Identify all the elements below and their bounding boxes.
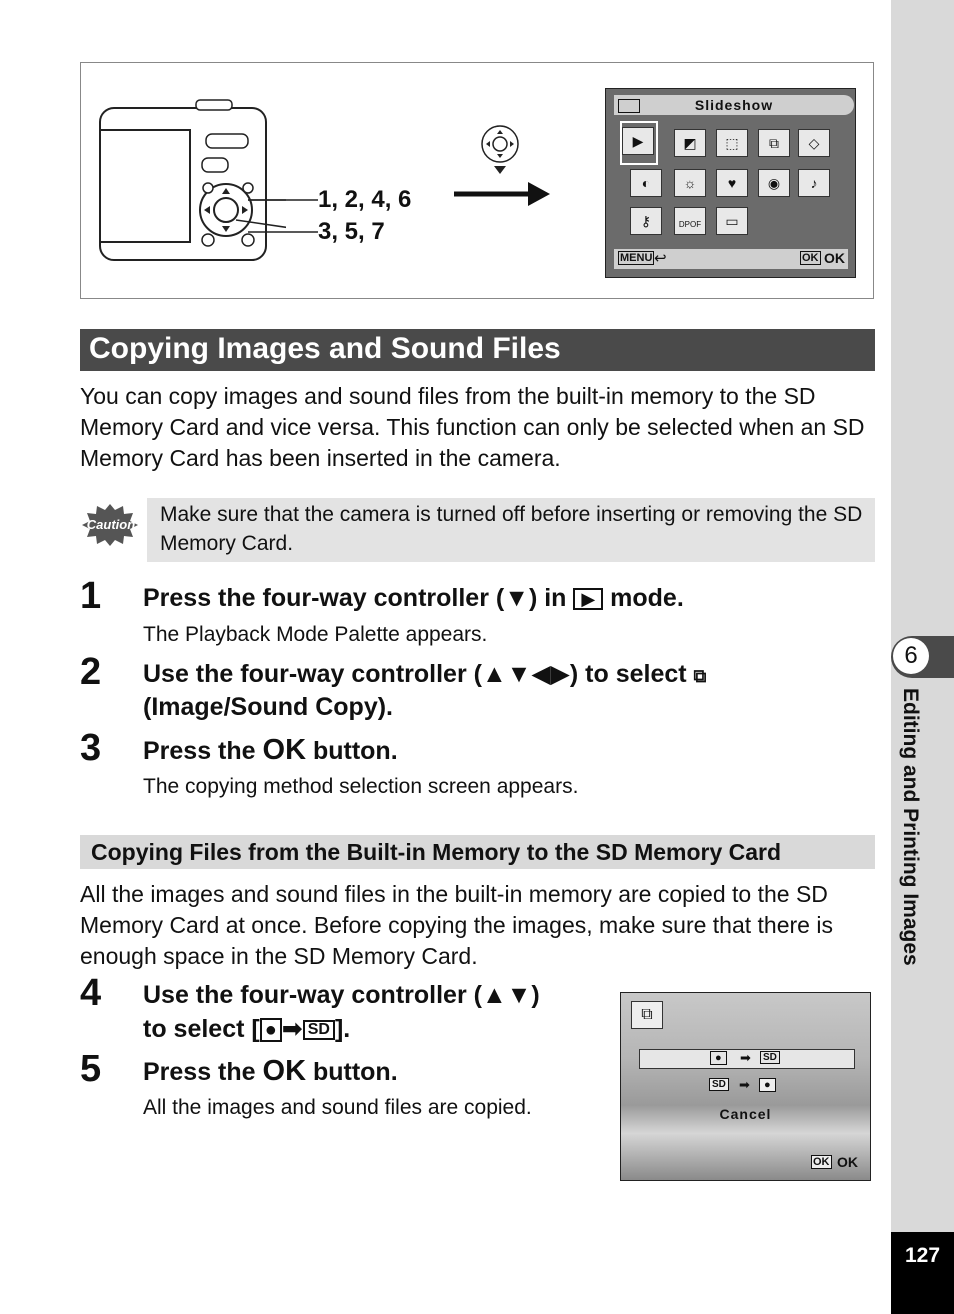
ok-label: OK (837, 1154, 858, 1170)
ok-button-glyph: OK (262, 734, 307, 766)
sd-card-label: SD (709, 1078, 729, 1091)
caution-text: Make sure that the camera is turned off before inserting or removing the SD Memory Card. (160, 503, 863, 555)
protect-key-icon: ⚷ (630, 207, 662, 235)
step-title: Press the OK button. (143, 1055, 398, 1087)
four-way-controller-down-icon (478, 124, 522, 176)
return-arrow-icon: ↩ (654, 250, 667, 267)
copy-arrow-icon: ➡ (740, 1050, 751, 1065)
screen-title: Slideshow (614, 95, 854, 115)
copy-method-screen (620, 992, 871, 1181)
brightness-filter-icon: ☼ (674, 169, 706, 197)
resize-icon: ◩ (674, 129, 706, 157)
step-number: 1 (80, 575, 102, 617)
playback-mode-icon: ▶ (573, 588, 603, 610)
chapter-number: 6 (893, 638, 929, 674)
slideshow-icon: ▶ (622, 127, 654, 155)
cancel-option[interactable]: Cancel (719, 1106, 772, 1122)
step-note: The copying method selection screen appears. (143, 775, 579, 798)
step-note: All the images and sound files are copied. (143, 1096, 532, 1119)
section-title: Copying Images and Sound Files (89, 332, 561, 365)
step-number: 4 (80, 972, 102, 1014)
arrow-right-icon (452, 180, 552, 208)
step-number: 2 (80, 651, 102, 693)
step-title: Press the four-way controller (▼) in ▶ mode. (143, 584, 684, 612)
copy-arrow-icon: ➡ (739, 1077, 750, 1092)
copy-option-sd-to-memory[interactable] (639, 1077, 853, 1095)
start-up-screen-icon: ▭ (716, 207, 748, 235)
caution-badge-label: Caution (86, 517, 136, 532)
cropping-icon: ⬚ (716, 129, 748, 157)
built-in-memory-icon: ● (260, 1018, 282, 1042)
step-title: Use the four-way controller (▲▼) (143, 981, 540, 1009)
playback-palette-screen (605, 88, 856, 278)
step-title: Press the OK button. (143, 734, 398, 766)
image-sound-copy-icon: ⧉ (631, 1001, 663, 1029)
ok-label: OK (824, 250, 845, 266)
callout-steps-a: 1, 2, 4, 6 (318, 186, 412, 213)
camera-back-illustration (96, 96, 286, 266)
menu-key-label: MENU (620, 252, 653, 264)
playback-mode-icon (618, 99, 640, 113)
dpof-icon: DPOF (674, 207, 706, 235)
step-note: The Playback Mode Palette appears. (143, 623, 488, 646)
callout-leader-lines (248, 196, 318, 240)
ok-button-glyph: OK (262, 1055, 307, 1087)
step-title: Use the four-way controller (▲▼◀▶) to select ⧉ (143, 660, 707, 688)
screen-bottom-bar (614, 249, 848, 269)
step-title-continued: (Image/Sound Copy). (143, 693, 393, 721)
callout-steps-b: 3, 5, 7 (318, 218, 385, 245)
page-number: 127 (904, 1244, 941, 1267)
copy-arrow-icon: ➡ (281, 1015, 303, 1043)
step-number: 3 (80, 727, 102, 769)
step-title-continued: to select [ ● ➡ SD ]. (143, 1015, 351, 1043)
chapter-title: Editing and Printing Images (899, 688, 922, 966)
digital-filter-icon: ◐ (630, 169, 662, 197)
built-in-memory-icon: ● (710, 1051, 727, 1065)
frame-composite-icon: ♥ (716, 169, 748, 197)
copy-option-memory-to-sd[interactable] (639, 1049, 855, 1069)
subsection-title: Copying Files from the Built-in Memory to the SD Memory Card (91, 839, 782, 865)
image-sound-copy-icon: ⧉ (693, 666, 707, 686)
sd-card-label: SD (760, 1051, 780, 1064)
ok-key-label: OK (802, 252, 819, 264)
ok-key-label: OK (813, 1156, 830, 1168)
section-intro: You can copy images and sound files from the built-in memory to the SD Memory Card and vice versa. This function can only be selected when an SD Memory Card has been inserted in the camera. (80, 383, 865, 471)
image-sound-copy-icon: ⧉ (758, 129, 790, 157)
sd-card-label: SD (303, 1020, 335, 1040)
rotate-icon: ◇ (798, 129, 830, 157)
subsection-body: All the images and sound files in the built-in memory are copied to the SD Memory Card at once. Before copying the images, make sure that there is enough space in the SD Memory Card. (80, 881, 833, 969)
red-eye-edit-icon: ◉ (758, 169, 790, 197)
voice-memo-icon: ♪ (798, 169, 830, 197)
built-in-memory-icon: ● (759, 1078, 776, 1092)
step-number: 5 (80, 1048, 102, 1090)
